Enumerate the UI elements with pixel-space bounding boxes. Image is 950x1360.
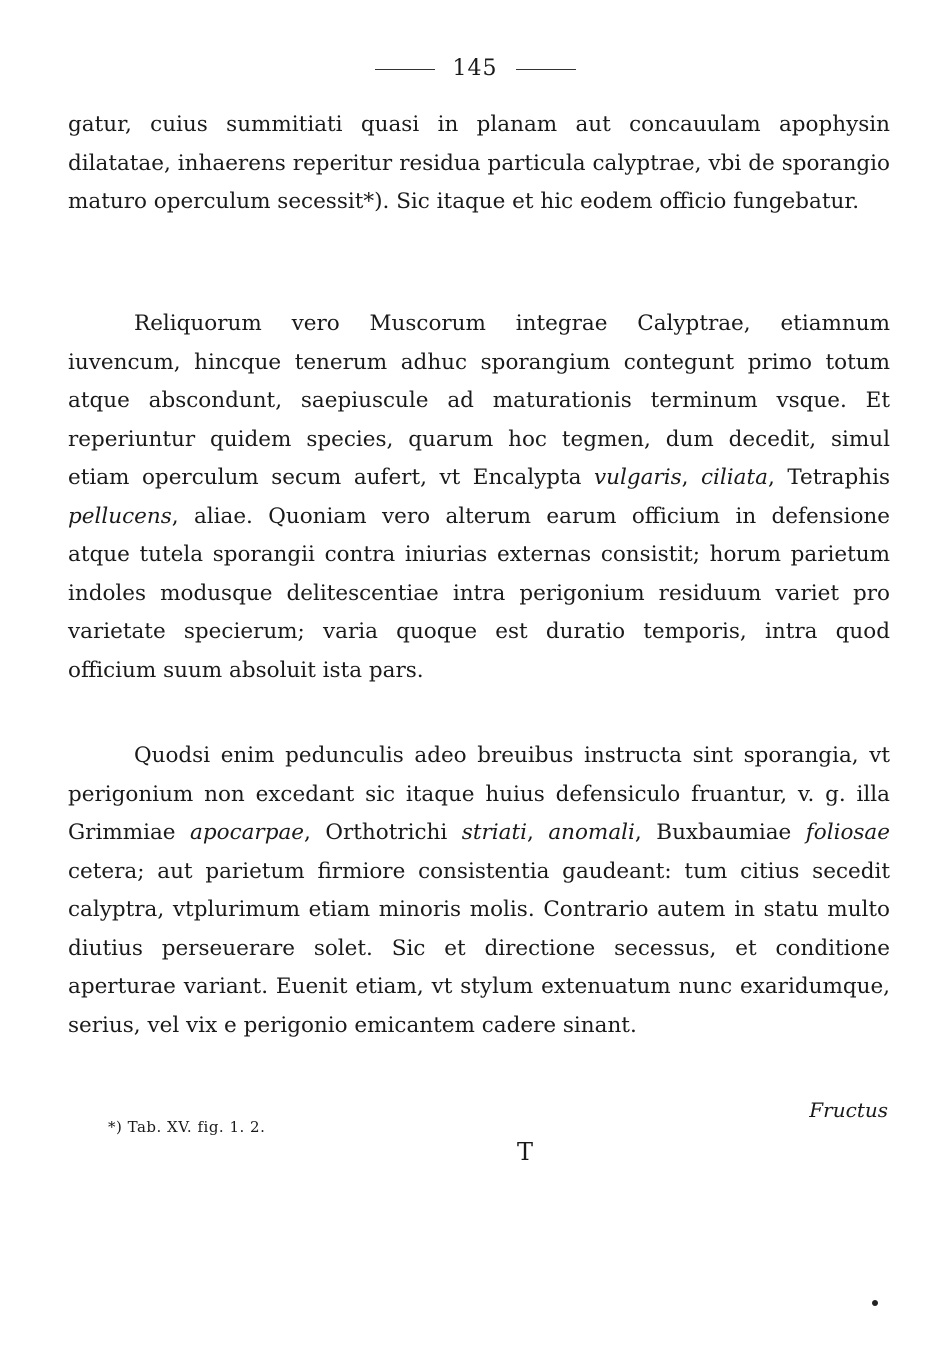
page-number: 145 <box>452 56 498 81</box>
ink-speck <box>872 1300 878 1306</box>
catchword: Fructus <box>809 1098 888 1122</box>
signature-mark: T <box>516 1138 533 1166</box>
paragraph-3: Quodsi enim pedunculis adeo breuibus instructa sint sporangia, vt perigonium non excedant sic itaque huius defensiculo fruantur, v. g. illa Grimmiae apocarpae, Orthotrichi striati, anomali, Buxbaumiae foliosae cetera; aut parietum firmiore consistentia gaudeant: tum citius secedit calyptra, vtplurimum etiam minoris molis. Contrario autem in statu multo diutius perseuerare solet. Sic et directione secessus, et conditione aperturae variant. Euenit etiam, vt stylum extenuatum nunc exaridumque, serius, vel vix e perigonio emicantem cadere sinant. <box>68 743 890 1038</box>
footnote: *) Tab. XV. fig. 1. 2. <box>108 1118 266 1136</box>
header-rule-right <box>516 69 576 70</box>
page-header <box>0 56 950 81</box>
paragraph-1: gatur, cuius summitiati quasi in planam aut concauulam apophysin dilatatae, inhaerens reperitur residua particula calyptrae, vbi de sporangio maturo operculum secessit*). Sic itaque et hic eodem officio fungebatur. <box>68 112 890 214</box>
header-rule-left <box>375 69 435 70</box>
paragraph-2: Reliquorum vero Muscorum integrae Calyptrae, etiamnum iuvencum, hincque tenerum adhuc sporangium contegunt primo totum atque abscondunt, saepiuscule ad maturationis terminum vsque. Et reperiuntur quidem species, quarum hoc tegmen, dum decedit, simul etiam operculum secum aufert, vt Encalypta vulgaris, ciliata, Tetraphis pellucens, aliae. Quoniam vero alterum earum officium in defensione atque tutela sporangii contra iniurias externas consistit; horum parietum indoles modusque delitescentiae intra perigonium residuum variet pro varietate specierum; varia quoque est duratio temporis, intra quod officium suum absoluit ista pars. <box>68 311 890 683</box>
